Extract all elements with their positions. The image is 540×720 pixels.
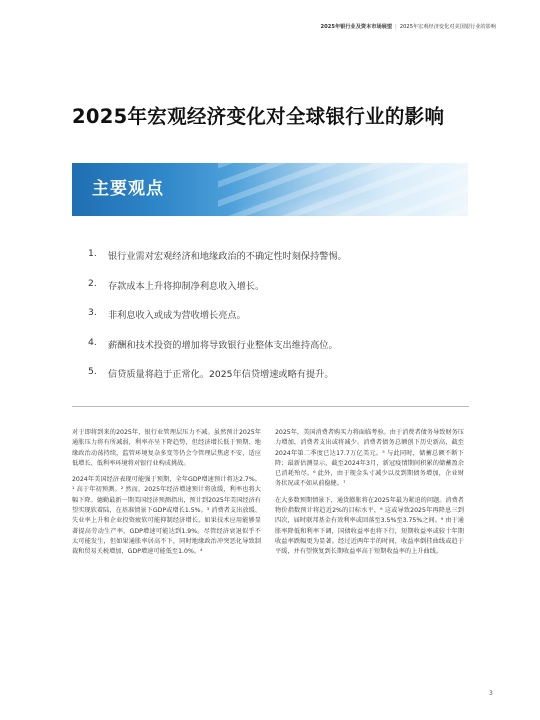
key-point-item (88, 307, 468, 337)
key-point-number: 5. (88, 366, 97, 378)
key-point-item (88, 248, 468, 278)
header-separator: | (395, 24, 397, 30)
key-point-text: 银行业需对宏观经济和地缘政治的不确定性时刻保持警惕。 (108, 251, 347, 262)
key-point-number: 4. (88, 336, 97, 348)
key-points-list (88, 248, 468, 396)
banner-glow (232, 193, 432, 216)
page-title: 2025年宏观经济变化对全球银行业的影响 (72, 105, 445, 128)
body-paragraph: 在大多数预期情景下，通货膨胀将在2025年最为紧迫的问题。消费者物价指数预计将趋近2%的目标水平，⁸ 这或导致2025年再降息三到四次，届时联邦基金有效利率或回落至3.5%至3.75%之间。⁹ 由于通胀率降低和利率下调，国债收益率也将下行，短期收益率或较十年期收益率跌幅更为显著。经过近两年半的时间，收益率倒挂曲线或趋于平缓，并有望恢复到长期收益率高于短期收益率的上升曲线。 (275, 496, 464, 556)
body-paragraph: 对于即将到来的2025年，银行业管理层压力不减。虽然预计2025年通胀压力将有所减弱，利率亦呈下降趋势，但经济增长低于预期、地缘政治动荡持续，监管环境复杂多变等仍会令管理层焦虑不安，适应低增长、低利率环境将对银行业构成挑战。 (72, 429, 261, 467)
key-point-item (88, 366, 468, 396)
page-number: 3 (489, 690, 493, 697)
running-header (321, 23, 496, 30)
key-point-text: 非利息收入或成为营收增长亮点。 (108, 310, 246, 322)
key-point-item (88, 278, 468, 308)
body-paragraph: 2025年，美国消费者购买力将面临考验。由于消费者债务导致财务压力增加，消费者支出或将减少。消费者债务总额创下历史新高，截至2024年第二季度已达17.7万亿美元。⁵ 与此同时，储蓄总额不断下降；最新估测显示，截至2024年3月，新冠疫情期间积累的储蓄盈余已消耗殆尽。⁶ 此外，由于现金头寸减少以及到期债务增加，企业财务状况或不如从前稳健。⁷ (275, 429, 464, 488)
key-point-text: 存款成本上升将抑制净利息收入增长。 (108, 280, 265, 292)
body-column-left (72, 428, 261, 564)
key-point-number: 3. (88, 307, 97, 319)
key-point-item (88, 337, 468, 367)
report-title: 2025年银行业及资本市场展望 (320, 24, 393, 30)
key-point-number: 2. (88, 277, 97, 289)
key-point-text: 信贷质量将趋于正常化。2025年信贷增速或略有提升。 (108, 369, 334, 381)
banner-title: 主要观点 (92, 179, 164, 199)
key-points-banner (72, 163, 468, 216)
section-divider (72, 406, 469, 407)
body-column-right (275, 428, 464, 564)
body-paragraph: 2024年美国经济表现可能强于预期，全年GDP增速预计将达2.7%。¹ 高于年初预测。² 然而，2025年经济增速预计将放缓，利率也将大幅下降。德勤最新一期美国经济预测指出，预计到2025年美国经济有望实现软着陆，在基准情景下GDP或增长1.5%。³ 消费者支出放缓、失业率上升和企业投资疲软可能抑制经济增长。如果技术应用能够显著提高劳动生产率，GDP增速可能达到1.9%。尽管经济衰退似乎不太可能发生，但如果通胀率居高不下，同时地缘政治冲突恶化导致制裁和贸易关税增加，GDP增速可能低至1.0%。⁴ (72, 476, 261, 556)
key-point-text: 薪酬和技术投资的增加将导致银行业整体支出维持高位。 (108, 339, 338, 351)
key-point-number: 1. (88, 248, 97, 259)
header-section: 2025年宏观经济变化对美国银行业的影响 (399, 24, 496, 30)
